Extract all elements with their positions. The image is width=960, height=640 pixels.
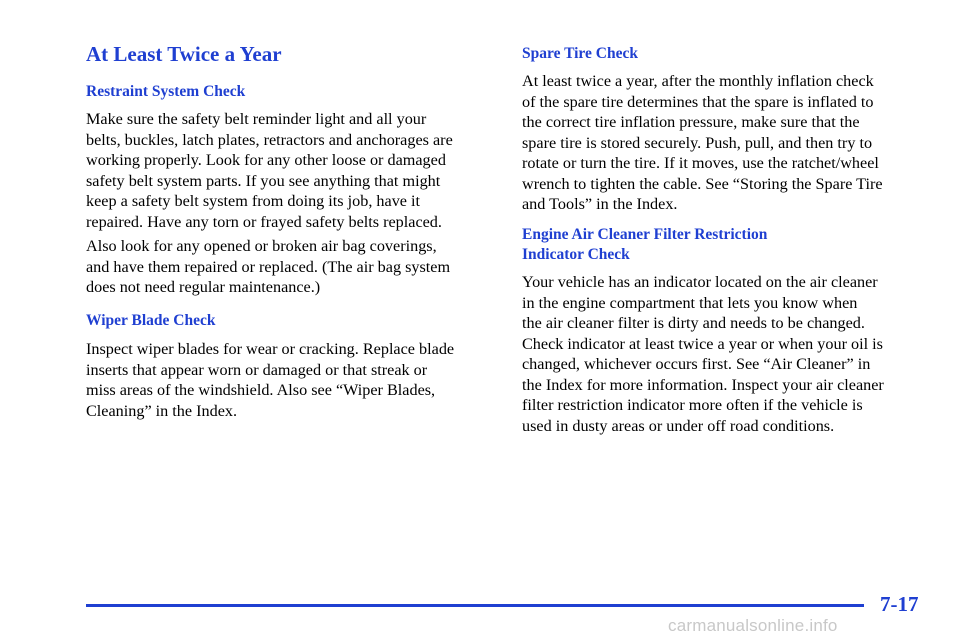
text-line: Cleaning” in the Index.: [86, 401, 238, 420]
restraint-paragraph-1: [86, 109, 498, 232]
text-line: the air cleaner filter is dirty and needs to be changed.: [522, 314, 865, 332]
text-line: does not need regular maintenance.): [86, 278, 321, 296]
footer-divider: [86, 604, 864, 607]
aircleaner-heading-line-1: Engine Air Cleaner Filter Restriction: [522, 226, 768, 243]
aircleaner-heading-line-2: Indicator Check: [522, 246, 630, 263]
text-line: and Tools” in the Index.: [522, 195, 678, 213]
text-line: the Index for more information. Inspect your air cleaner: [522, 375, 884, 394]
section-title: At Least Twice a Year: [86, 42, 282, 66]
text-line: Inspect wiper blades for wear or cracking. Replace blade: [86, 340, 455, 358]
spare-heading: Spare Tire Check: [522, 45, 638, 62]
wiper-heading: Wiper Blade Check: [86, 312, 216, 329]
aircleaner-paragraph: [522, 272, 934, 436]
text-line: safety belt system parts. If you see anything that might: [86, 171, 441, 190]
text-line: changed, whichever occurs first. See “Air Cleaner” in: [522, 355, 871, 373]
text-line: Make sure the safety belt reminder light and all your: [86, 110, 427, 128]
restraint-heading: Restraint System Check: [86, 83, 246, 100]
text-line: and have them repaired or replaced. (The air bag system: [86, 257, 451, 276]
text-line: Also look for any opened or broken air bag coverings,: [86, 237, 437, 255]
text-line: belts, buckles, latch plates, retractors and anchorages are: [86, 130, 453, 149]
text-line: filter restriction indicator more often if the vehicle is: [522, 396, 863, 414]
text-line: rotate or turn the tire. If it moves, use the ratchet/wheel: [522, 154, 879, 172]
text-line: working properly. Look for any other loose or damaged: [86, 151, 446, 169]
restraint-paragraph-2: [86, 236, 498, 298]
text-line: in the engine compartment that lets you know when: [522, 293, 858, 312]
text-line: miss areas of the windshield. Also see “Wiper Blades,: [86, 381, 436, 399]
text-line: Check indicator at least twice a year or when your oil is: [522, 334, 883, 353]
text-line: of the spare tire determines that the spare is inflated to: [522, 92, 874, 111]
watermark: carmanualsonline.info: [668, 616, 838, 635]
page-number: 7-17: [880, 592, 919, 616]
text-line: wrench to tighten the cable. See “Storing the Spare Tire: [522, 174, 883, 193]
text-line: used in dusty areas or under off road conditions.: [522, 416, 835, 435]
text-line: keep a safety belt system from doing its job, have it: [86, 192, 421, 210]
text-line: inserts that appear worn or damaged or that streak or: [86, 360, 428, 379]
text-line: the correct tire inflation pressure, make sure that the: [522, 113, 860, 131]
spare-paragraph: [522, 71, 934, 215]
text-line: At least twice a year, after the monthly inflation check: [522, 72, 874, 90]
text-line: repaired. Have any torn or frayed safety belts replaced.: [86, 212, 442, 231]
text-line: Your vehicle has an indicator located on the air cleaner: [522, 273, 878, 291]
wiper-paragraph: [86, 339, 498, 421]
text-line: spare tire is stored securely. Push, pull, and then try to: [522, 133, 873, 152]
